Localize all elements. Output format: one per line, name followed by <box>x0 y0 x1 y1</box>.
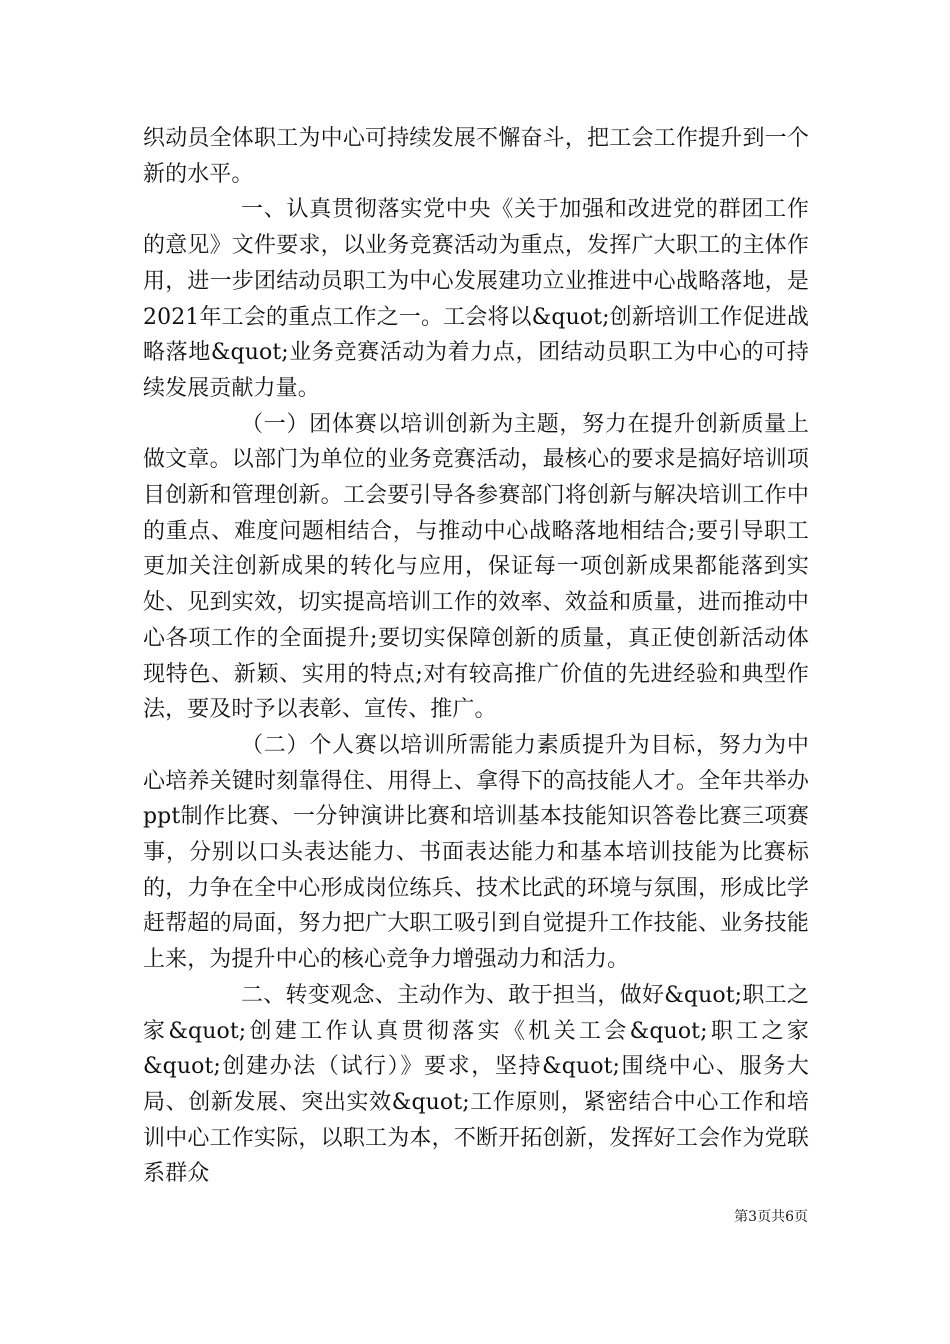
paragraph-section-one: 一、认真贯彻落实党中央《关于加强和改进党的群团工作的意见》文件要求，以业务竞赛活动为重点，发挥广大职工的主体作用，进一步团结动员职工为中心发展建功立业推进中心战略落地，是2021年工会的重点工作之一。工会将以&quot;创新培训工作促进战略落地&quot;业务竞赛活动为着力点，团结动员职工为中心的可持续发展贡献力量。 <box>143 197 809 401</box>
paragraph-team-competition: （一）团体赛以培训创新为主题，努力在提升创新质量上做文章。以部门为单位的业务竞赛活动，最核心的要求是搞好培训项目创新和管理创新。工会要引导各参赛部门将创新与解决培训工作中的重点、难度问题相结合，与推动中心战略落地相结合;要引导职工更加关注创新成果的转化与应用，保证每一项创新成果都能落到实处、见到实效，切实提高培训工作的效率、效益和质量，进而推动中心各项工作的全面提升;要切实保障创新的质量，真正使创新活动体现特色、新颖、实用的特点;对有较高推广价值的先进经验和典型作法，要及时予以表彰、宣传、推广。 <box>143 411 809 723</box>
page-footer: 第3页共6页 <box>734 1209 808 1225</box>
paragraph-individual-competition: （二）个人赛以培训所需能力素质提升为目标，努力为中心培养关键时刻靠得住、用得上、拿得下的高技能人才。全年共举办ppt制作比赛、一分钟演讲比赛和培训基本技能知识答卷比赛三项赛事，分别以口头表达能力、书面表达能力和基本培训技能为比赛标的，力争在全中心形成岗位练兵、技术比武的环境与氛围，形成比学赶帮超的局面，努力把广大职工吸引到自觉提升工作技能、业务技能上来，为提升中心的核心竞争力增强动力和活力。 <box>143 732 809 973</box>
paragraph-continuation: 织动员全体职工为中心可持续发展不懈奋斗，把工会工作提升到一个新的水平。 <box>143 126 809 187</box>
document-body <box>143 121 809 1192</box>
paragraph-section-two: 二、转变观念、主动作为、敢于担当，做好&quot;职工之家&quot;创建工作认真贯彻落实《机关工会&quot;职工之家&quot;创建办法（试行）》要求，坚持&quot;围绕中心、服务大局、创新发展、突出实效&quot;工作原则，紧密结合中心工作和培训中心工作实际，以职工为本，不断开拓创新，发挥好工会作为党联系群众 <box>143 982 809 1187</box>
